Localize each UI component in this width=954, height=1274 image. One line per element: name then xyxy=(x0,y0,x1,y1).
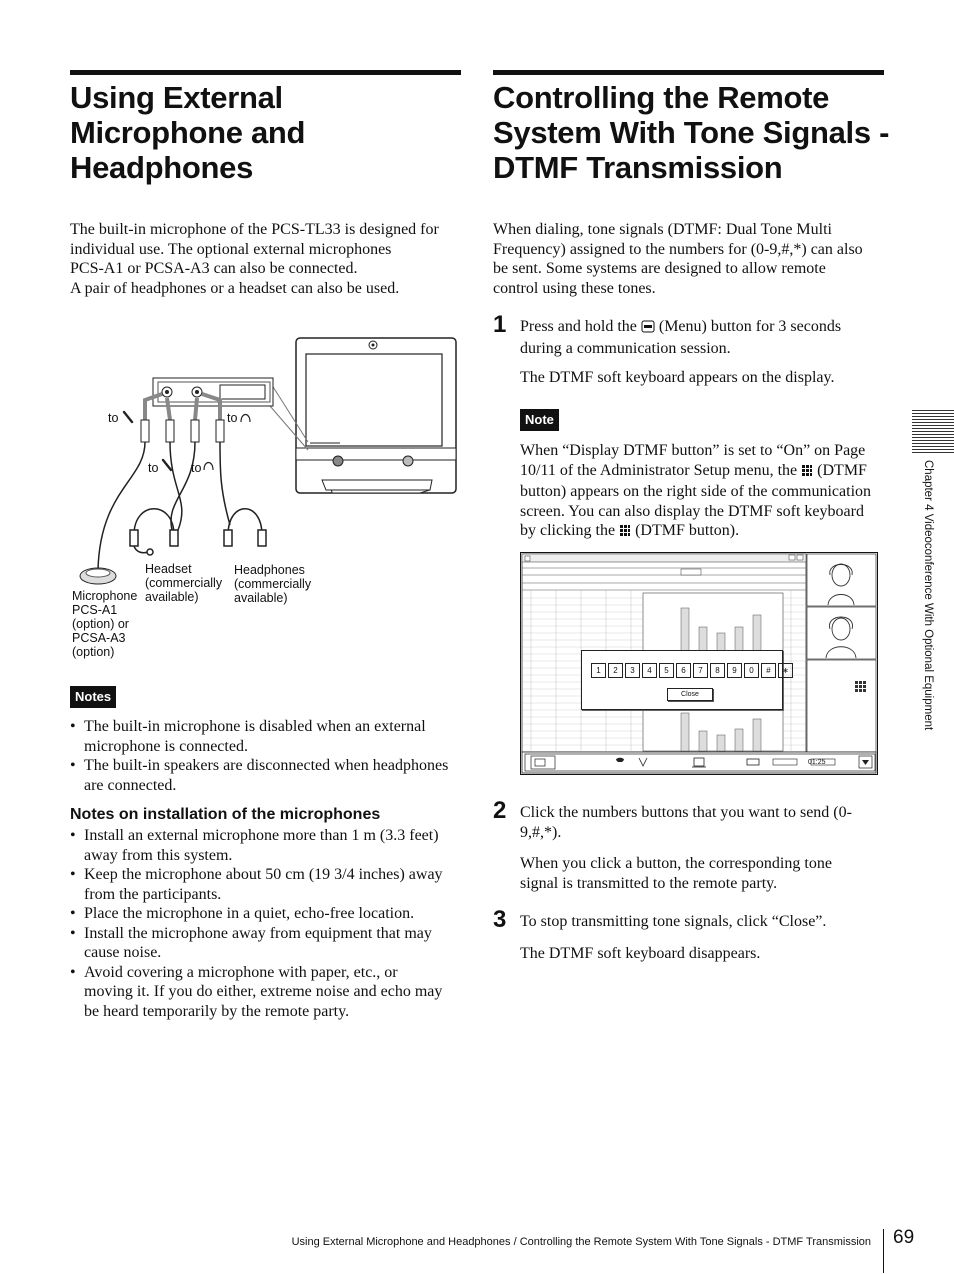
dtmf-key[interactable]: 6 xyxy=(676,663,691,678)
install-notes-list xyxy=(70,826,465,1021)
step-2-result: When you click a button, the corresponding tone signal is transmitted to the remote party. xyxy=(520,855,832,892)
label-headphones: Headphones (commercially available) xyxy=(234,563,312,605)
headphones-illustration xyxy=(224,509,266,546)
dtmf-key[interactable]: # xyxy=(761,663,776,678)
label-microphone: Microphone PCS-A1 (option) or PCSA-A3 (option) xyxy=(72,589,138,659)
jack-panel xyxy=(153,378,273,406)
page-number: 69 xyxy=(893,1227,915,1248)
chapter-side-text: Chapter 4 Videoconference With Optional Equipment xyxy=(922,460,934,731)
dtmf-key[interactable]: 9 xyxy=(727,663,742,678)
list-item: • Install an external microphone more than 1 m (3.3 feet) away from this system. xyxy=(70,826,465,865)
note-text: When “Display DTMF button” is set to “On” on Page 10/11 of the Administrator Setup menu, the (DTMF button) appears on the right side of the communication screen. You can also display the DTMF soft keyboard by clicking the (DTMF button). xyxy=(520,441,871,543)
dtmf-key[interactable]: 3 xyxy=(625,663,640,678)
monitor-illustration xyxy=(296,338,456,493)
right-title: Controlling the Remote System With Tone Signals - DTMF Transmission xyxy=(493,80,890,185)
communication-screen xyxy=(520,552,878,775)
dtmf-keyboard-dialog xyxy=(581,650,789,710)
close-button[interactable]: Close xyxy=(667,688,713,701)
left-intro: The built-in microphone of the PCS-TL33 is designed for individual use. The optional external microphones PCS-A1 or PCSA-A3 can also be connected. A pair of headphones or a headset can also be used. xyxy=(70,221,439,297)
label-to-headphones-bottom: to xyxy=(191,461,202,475)
left-title: Using External Microphone and Headphones xyxy=(70,80,306,185)
step-1-result: The DTMF soft keyboard appears on the display. xyxy=(520,369,835,386)
step-3-number: 3 xyxy=(493,906,507,933)
list-item: • The built-in microphone is disabled when an external microphone is connected. xyxy=(70,717,465,756)
dtmf-key[interactable]: 7 xyxy=(693,663,708,678)
right-title-rule xyxy=(493,70,884,75)
list-item: • The built-in speakers are disconnected when headphones are connected. xyxy=(70,756,465,795)
dtmf-key[interactable]: 4 xyxy=(642,663,657,678)
install-notes-heading: Notes on installation of the microphones xyxy=(70,806,381,823)
footer-divider xyxy=(883,1229,884,1273)
step-2-number: 2 xyxy=(493,797,507,824)
step-3-result: The DTMF soft keyboard disappears. xyxy=(520,945,761,962)
step-2-text: Click the numbers buttons that you want to send (0- 9,#,*). xyxy=(520,804,852,841)
list-item: • Place the microphone in a quiet, echo-free location. xyxy=(70,904,465,924)
call-timer: 01:25 xyxy=(808,759,826,766)
notes-list xyxy=(70,717,465,795)
label-to-headphones-top: to xyxy=(227,411,238,425)
right-intro: When dialing, tone signals (DTMF: Dual Tone Multi Frequency) assigned to the numbers for (0-9,#,*) can also be sent. Some systems are designed to allow remote control using these tones. xyxy=(493,221,863,297)
dtmf-key[interactable]: 1 xyxy=(591,663,606,678)
label-to-mic-top: to xyxy=(108,411,119,425)
notes-label: Notes xyxy=(70,686,116,708)
step-1-text: Press and hold the (Menu) button for 3 seconds during a communication session. xyxy=(520,318,842,357)
left-title-rule xyxy=(70,70,461,75)
list-item: • Avoid covering a microphone with paper, etc., or moving it. If you do either, extreme noise and echo may be heard temporarily by the remote party. xyxy=(70,963,465,1022)
microphone-illustration xyxy=(80,568,116,584)
list-item: • Keep the microphone about 50 cm (19 3/4 inches) away from the participants. xyxy=(70,865,465,904)
dtmf-keypad xyxy=(591,663,793,678)
dtmf-button-icon xyxy=(801,463,813,483)
dtmf-key[interactable]: 2 xyxy=(608,663,623,678)
step-1-number: 1 xyxy=(493,311,507,338)
dtmf-key[interactable]: ∗ xyxy=(778,663,793,678)
note-label: Note xyxy=(520,409,559,431)
dtmf-key[interactable]: 8 xyxy=(710,663,725,678)
dtmf-button-icon xyxy=(619,523,631,543)
chapter-side-tab xyxy=(912,410,954,454)
dtmf-key[interactable]: 0 xyxy=(744,663,759,678)
label-to-mic-bottom: to xyxy=(148,461,159,475)
footer-running-title: Using External Microphone and Headphones / Controlling the Remote System With Tone Signals - DTMF Transmission xyxy=(291,1236,871,1248)
menu-icon xyxy=(641,319,655,339)
label-headset: Headset (commercially available) xyxy=(145,562,223,604)
dtmf-key[interactable]: 5 xyxy=(659,663,674,678)
step-3-text: To stop transmitting tone signals, click “Close”. xyxy=(520,913,827,930)
list-item: • Install the microphone away from equipment that may cause noise. xyxy=(70,924,465,963)
